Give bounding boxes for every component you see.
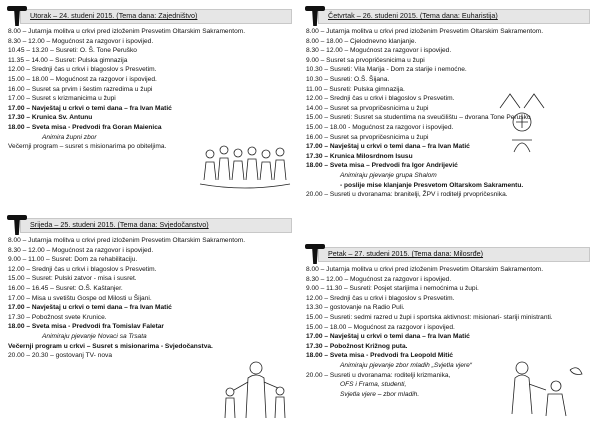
schedule-line: 12.00 – Srednji čas u crkvi i blagoslov s Presvetim.	[306, 294, 455, 302]
schedule-line: 15.00 – Susreti: Susret sa studentima na sveučilištu – dvorana Tone Peruško	[306, 114, 531, 122]
schedule-line: 8.00 – Jutarnja molitva u crkvi pred izloženim Presvetim Oltarskim Sakramentom.	[306, 266, 544, 273]
day-utorak	[6, 4, 296, 152]
jesus-children-illustration	[216, 358, 294, 420]
tau-cross-icon	[6, 4, 28, 28]
tau-cross-icon	[304, 242, 326, 266]
schedule-line: 8.30 – 12.00 – Mogućnost za razgovor i ispovijed.	[306, 47, 452, 55]
schedule-line: 18.00 – Sveta misa - Predvodi fra Leopold Mitić	[306, 352, 453, 360]
day-title: Četvrtak – 26. studeni 2015. (Tema dana: Euharistija)	[328, 11, 498, 20]
schedule-line: 16.00 – Susret sa prvopričesnicima u župi	[306, 133, 429, 141]
schedule-list	[6, 27, 296, 152]
schedule-line: 20.00 – Susreti u dvoranama: roditelji krizmanika,	[306, 371, 451, 379]
schedule-line: 15.00 – 18.00 - Mogućnost za razgovor i ispovijed.	[306, 123, 454, 131]
schedule-line: 17.30 – Pobožnost Križnog puta.	[306, 342, 408, 350]
schedule-line: 8.30 – 12.00 – Mogućnost za razgovor i ispovijed.	[8, 246, 154, 254]
schedule-line: 8.00 – Jutarnja molitva u crkvi pred izloženim Presvetim Oltarskim Sakramentom.	[8, 28, 246, 35]
day-header	[304, 242, 594, 262]
schedule-line: 17.00 – Susret s krizmanicima u župi	[8, 95, 116, 103]
schedule-line: 18.00 – Sveta misa - Predvodi fra Tomislav Faletar	[8, 323, 165, 331]
tau-cross-icon	[6, 213, 28, 237]
eucharist-illustration	[490, 88, 554, 154]
schedule-line: 8.00 – Jutarnja molitva u crkvi pred izloženim Presvetim Oltarskim Sakramentom.	[306, 28, 544, 35]
schedule-line: 15.00 – Susret: Pulski zatvor - misa i susret.	[8, 275, 137, 283]
day-srijeda	[6, 213, 296, 361]
schedule-line: 9.00 – Susret sa prvopričesnicima u župi	[306, 56, 425, 64]
schedule-line: 11.35 – 14.00 – Susret: Pulska gimnazija	[8, 56, 128, 64]
schedule-line: 17.00 – Misa u svetištu Gospe od Milosti u Šijani.	[8, 294, 152, 302]
schedule-line: Animira župni zbor	[42, 133, 97, 141]
schedule-line: 8.30 – 12.00 – Mogućnost za razgovor i ispovijed.	[306, 275, 452, 283]
schedule-line: 12.00 – Srednji čas u crkvi i blagoslov s Presvetim.	[8, 66, 157, 74]
schedule-line: 8.00 – 18.00 – Cjelodnevno klanjanje.	[306, 37, 417, 45]
tau-cross-icon	[304, 4, 326, 28]
schedule-line: Animiraju pjevanje Novaci sa Trsata	[42, 332, 147, 340]
schedule-line: OFS i Frama, studenti,	[340, 381, 407, 389]
day-title: Utorak – 24. studeni 2015. (Tema dana: Zajedništvo)	[30, 11, 198, 20]
schedule-line: 10.30 – Susreti: Vila Marija - Dom za starije i nemoćne.	[306, 66, 467, 74]
schedule-line: Večernji program – susret s misionarima po obiteljima.	[8, 143, 167, 151]
schedule-line: 17.00 – Navještaj u crkvi o temi dana – fra Ivan Matić	[8, 304, 172, 312]
schedule-line: 11.00 – Susreti: Pulska gimnazija.	[306, 85, 405, 93]
schedule-line: 10.30 – Susreti: O.Š. Šijana.	[306, 75, 390, 83]
schedule-line: 13.30 – gostovanje na Radio Puli.	[306, 304, 405, 312]
crowd-illustration	[198, 140, 292, 192]
schedule-line: - poslije mise klanjanje Presvetom Oltarskom Sakramentu.	[340, 181, 524, 189]
day-header	[6, 213, 296, 233]
schedule-line: 17.00 – Navještaj u crkvi o temi dana – fra Ivan Matić	[8, 104, 172, 112]
schedule-line: Svjetla vjere – zbor mladih.	[340, 390, 420, 398]
schedule-line: 12.00 – Srednji čas u crkvi i blagoslov s Presvetim.	[8, 265, 157, 273]
schedule-line: 20.00 – 20.30 – gostovanj TV- nova	[8, 352, 112, 360]
day-title: Srijeda – 25. studeni 2015. (Tema dana: Svjedočanstvo)	[30, 220, 209, 229]
schedule-line: 14.00 – Susret sa prvopričesnicima u župi	[306, 104, 429, 112]
schedule-line: Večernji program u crkvi – Susret s misionarima - Svjedočanstva.	[8, 342, 213, 350]
schedule-line: 10.45 – 13.20 – Susreti: O. Š. Tone Peruško	[8, 47, 137, 55]
day-header	[304, 4, 594, 24]
schedule-line: 12.00 – Srednji čas u crkvi i blagoslov s Presvetim.	[306, 95, 455, 103]
day-title: Petak – 27. studeni 2015. (Tema dana: Milosrđe)	[328, 249, 484, 258]
schedule-line: 18.00 – Sveta misa - Predvodi fra Goran Maienica	[8, 123, 162, 131]
schedule-line: 15.00 – Susreti: sedmi razred u župi i sportska aktivnost: misionari- stariji ministranti.	[306, 313, 553, 321]
schedule-line: 16.00 – 16.45 – Susret: O.Š. Kaštanjer.	[8, 284, 123, 292]
schedule-list	[6, 236, 296, 361]
schedule-line: 18.00 – Sveta misa – Predvodi fra Igor Andrijević	[306, 162, 458, 170]
schedule-line: 17.00 – Navještaj u crkvi o temi dana – fra Ivan Matić	[306, 333, 470, 341]
mercy-illustration	[500, 356, 586, 420]
day-header	[6, 4, 296, 24]
schedule-line: 17.30 – Krunica Sv. Antunu	[8, 114, 93, 122]
schedule-line: 17.30 – Pobožnost svete Krunice.	[8, 313, 107, 321]
schedule-line: 9.00 – 11.00 – Susret: Dom za rehabilitaciju.	[8, 256, 138, 264]
schedule-line: 17.00 – Navještaj u crkvi o temi dana – fra Ivan Matić	[306, 143, 470, 151]
schedule-line: 8.00 – Jutarnja molitva u crkvi pred izloženim Presvetim Oltarskim Sakramentom.	[8, 237, 246, 244]
schedule-line: 9.00 – 11.30 – Susreti: Posjet starijima i nemoćnima u župi.	[306, 285, 479, 293]
schedule-line: 20.00 – Susreti u dvoranama: branitelji, ŽPV i roditelji prvopričesnika.	[306, 191, 508, 199]
schedule-line: 17.30 – Krunica Milosrdnom Isusu	[306, 152, 413, 160]
schedule-line: 15.00 – 18.00 – Mogućnost za razgovor i ispovijed.	[8, 75, 157, 83]
schedule-line: 8.30 – 12.00 – Mogućnost za razgovor i ispovijed.	[8, 37, 154, 45]
schedule-line: Animiraju pjevanje grupa Shalom	[340, 171, 437, 179]
schedule-line: 16.00 – Susret sa prvim i šestim razredima u župi	[8, 85, 153, 93]
schedule-line: Animiraju pjevanje zbor mladih „Svjetla vjere“	[340, 361, 472, 369]
schedule-line: 15.00 – 18.00 – Mogućnost za razgovor i ispovijed.	[306, 323, 455, 331]
